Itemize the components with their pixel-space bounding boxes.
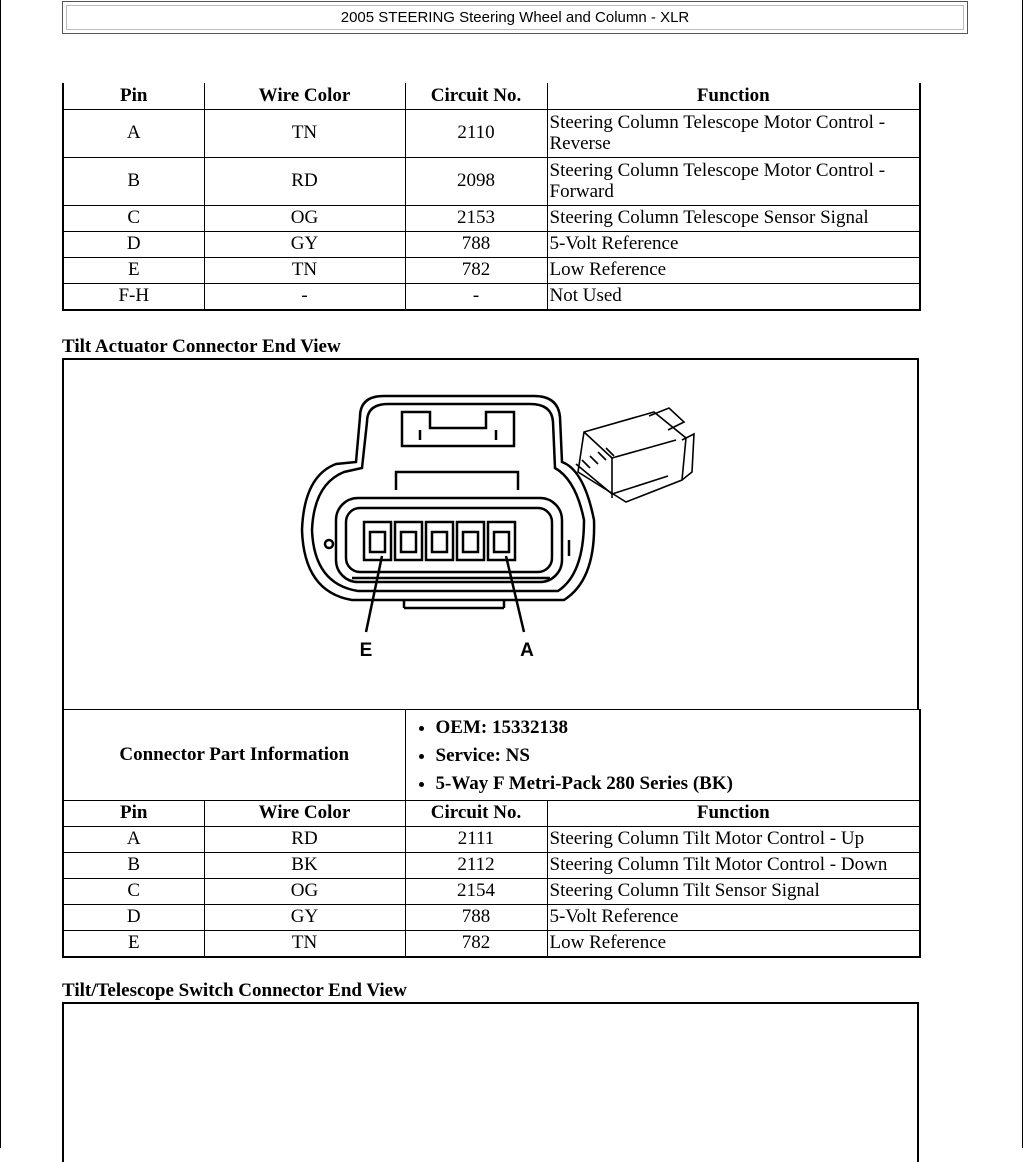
column-header-function: Function [547,83,920,110]
cell-pin: A [63,110,204,158]
cell-circuit: 788 [405,905,547,931]
list-item: • OEM: 15332138 [436,714,918,742]
cell-function: Steering Column Tilt Motor Control - Up [547,827,920,853]
table-row [63,284,920,310]
cell-pin: B [63,158,204,206]
cell-function: Steering Column Telescope Motor Control - Forward [547,158,920,206]
pin-label-e: E [359,640,373,661]
cell-function: Steering Column Tilt Motor Control - Down [547,853,920,879]
cell-circuit: 782 [405,931,547,957]
cell-function: 5-Volt Reference [547,905,920,931]
table-row [63,827,920,853]
table-row [63,232,920,258]
cell-function: Not Used [547,284,920,310]
column-header-function: Function [547,801,920,827]
cell-pin: E [63,258,204,284]
cell-pin: D [63,232,204,258]
tilt-connector-table [62,709,921,958]
column-header-circuit: Circuit No. [405,801,547,827]
cell-function: Steering Column Telescope Sensor Signal [547,206,920,232]
column-header-wire-color: Wire Color [204,801,405,827]
cell-function: Low Reference [547,258,920,284]
cell-pin: D [63,905,204,931]
cell-function: Steering Column Tilt Sensor Signal [547,879,920,905]
column-header-circuit: Circuit No. [405,83,547,110]
cell-circuit: 2154 [405,879,547,905]
connector-info-row [63,710,920,801]
list-item: • Service: NS [436,742,918,770]
list-item: • 5-Way F Metri-Pack 280 Series (BK) [436,770,918,798]
cell-wire-color: GY [204,905,405,931]
table-row [63,206,920,232]
column-header-wire-color: Wire Color [204,83,405,110]
page-header [62,1,968,34]
table-row [63,879,920,905]
cell-circuit: 782 [405,258,547,284]
pin-label-a: A [520,640,534,661]
cell-pin: A [63,827,204,853]
cell-wire-color: OG [204,206,405,232]
column-header-pin: Pin [63,83,204,110]
connector-iso-view [576,408,694,502]
page-header-title: 2005 STEERING Steering Wheel and Column - XLR [66,5,964,30]
cell-circuit: 788 [405,232,547,258]
cell-pin: F-H [63,284,204,310]
cell-circuit: 2098 [405,158,547,206]
table-header-row [63,83,920,110]
cell-circuit: 2111 [405,827,547,853]
page-edge-right [1022,0,1023,1148]
cell-function: Steering Column Telescope Motor Control - Reverse [547,110,920,158]
table-row [63,158,920,206]
connector-housing [302,396,594,632]
cell-wire-color: - [204,284,405,310]
connector-info-cell [405,710,920,801]
cell-circuit: 2110 [405,110,547,158]
cell-wire-color: RD [204,827,405,853]
cell-wire-color: GY [204,232,405,258]
switch-section-title: Tilt/Telescope Switch Connector End View [62,980,407,1001]
cell-pin: E [63,931,204,957]
switch-connector-figure [62,1002,919,1162]
cell-wire-color: TN [204,110,405,158]
tilt-section-title: Tilt Actuator Connector End View [62,336,341,357]
cell-wire-color: TN [204,258,405,284]
cell-circuit: 2153 [405,206,547,232]
cell-wire-color: OG [204,879,405,905]
telescope-connector-table [62,83,921,311]
cell-wire-color: BK [204,853,405,879]
cell-circuit: - [405,284,547,310]
connector-info-label: Connector Part Information [63,710,405,801]
cell-circuit: 2112 [405,853,547,879]
cell-pin: C [63,206,204,232]
connector-end-view-drawing [64,360,917,708]
cell-wire-color: RD [204,158,405,206]
table-header-row [63,801,920,827]
column-header-pin: Pin [63,801,204,827]
cell-pin: B [63,853,204,879]
connector-info-list [408,710,918,800]
tilt-connector-figure [62,358,919,710]
cell-function: 5-Volt Reference [547,232,920,258]
table-row [63,931,920,957]
cell-wire-color: TN [204,931,405,957]
table-row [63,258,920,284]
page-edge-left [0,0,1,1148]
table-row [63,905,920,931]
cell-pin: C [63,879,204,905]
table-row [63,110,920,158]
cell-function: Low Reference [547,931,920,957]
table-row [63,853,920,879]
